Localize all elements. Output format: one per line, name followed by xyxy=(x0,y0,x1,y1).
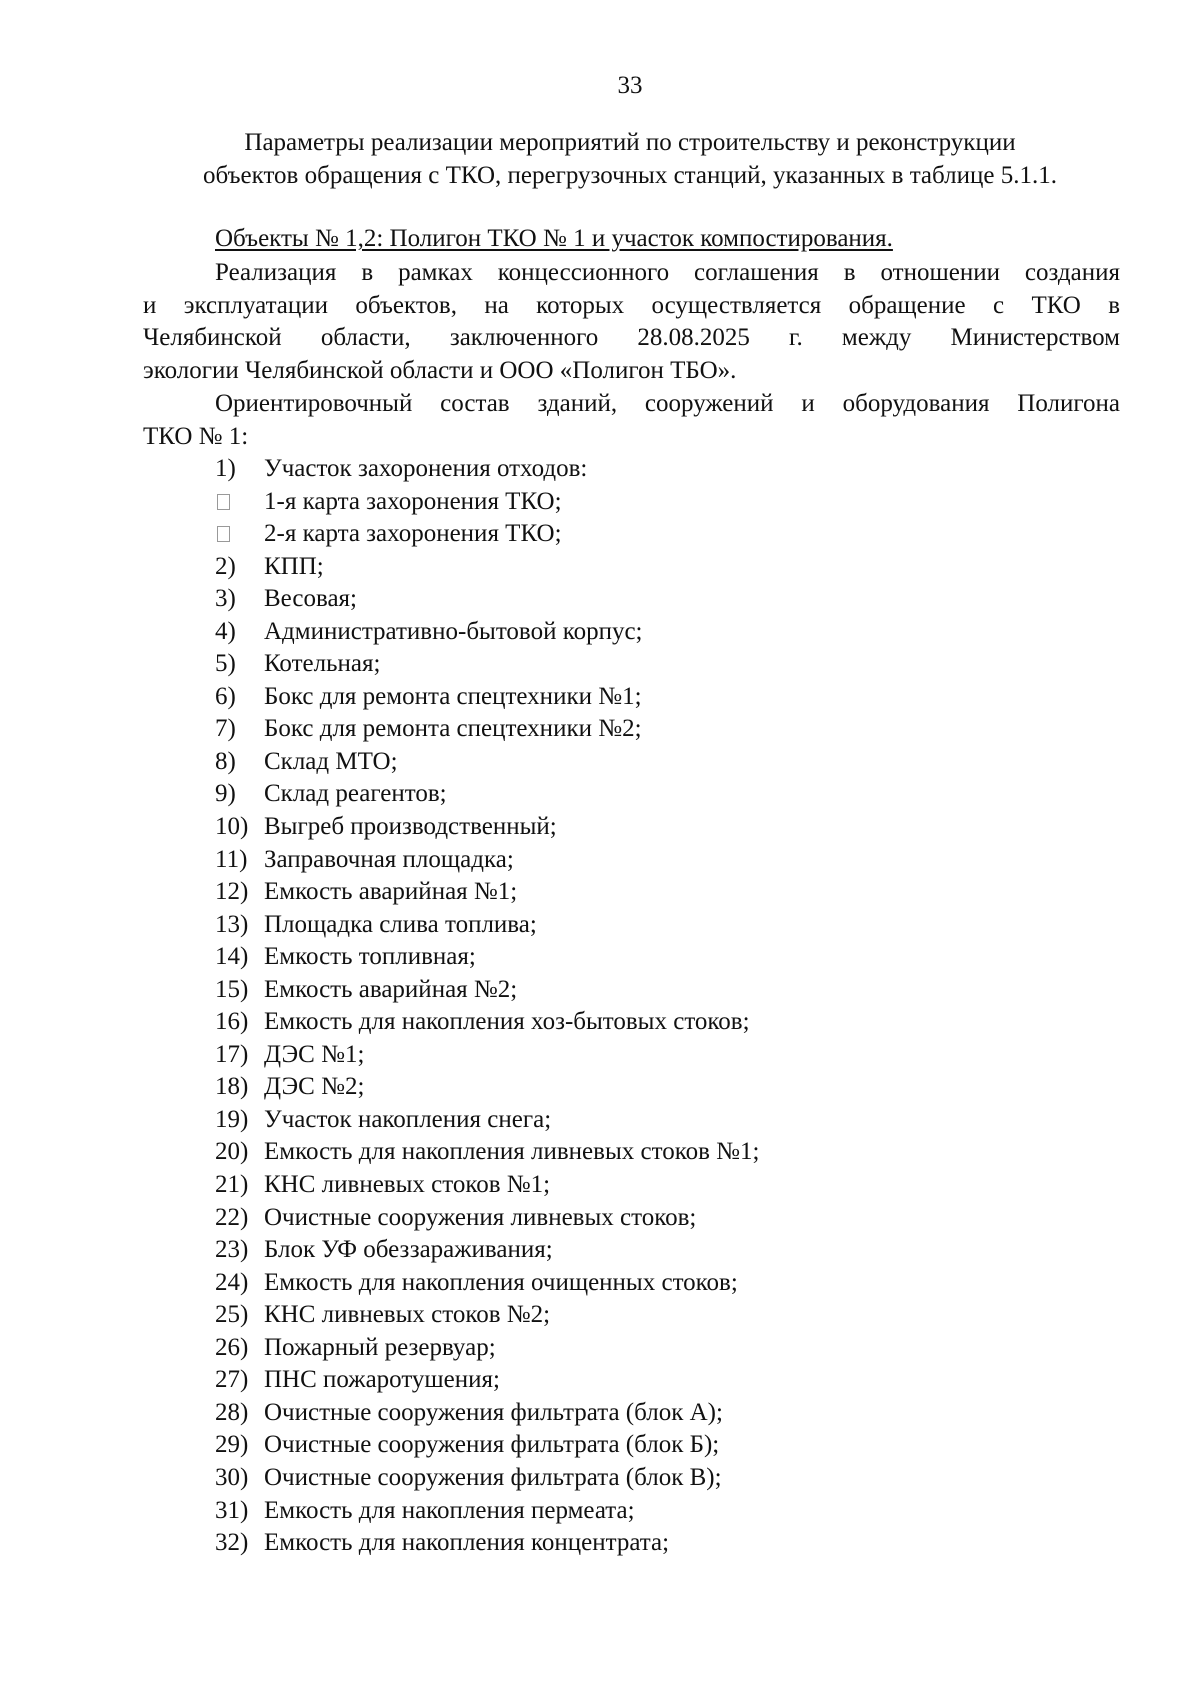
list-item-number: 26) xyxy=(215,1333,249,1361)
list-item-number: 24) xyxy=(215,1268,249,1296)
list-item-number: 20) xyxy=(215,1138,249,1166)
objects-subheading: Объекты № 1,2: Полигон ТКО № 1 и участок компостирования. xyxy=(215,225,893,252)
list-item-text: КНС ливневых стоков №2; xyxy=(264,1301,551,1329)
list-item-number: 14) xyxy=(215,943,249,971)
list-item-text: Административно-бытовой корпус; xyxy=(264,617,643,645)
list-item-number: 22) xyxy=(215,1203,249,1231)
list-item-text: Емкость для накопления хоз-бытовых стоков; xyxy=(264,1008,750,1036)
list-item-text: Очистные сооружения фильтрата (блок А); xyxy=(264,1398,723,1426)
list-item-number: 11) xyxy=(215,845,248,873)
list-item xyxy=(215,974,759,1007)
list-item xyxy=(215,1267,759,1300)
list-item xyxy=(215,616,759,649)
heading-line: Параметры реализации мероприятий по строительству и реконструкции xyxy=(244,129,1016,156)
list-item-text: Склад реагентов; xyxy=(264,780,447,808)
list-item-text: Очистные сооружения фильтрата (блок Б); xyxy=(264,1431,720,1459)
composition-paragraph xyxy=(143,388,1120,453)
list-item xyxy=(215,1039,759,1072)
list-item-number: 17) xyxy=(215,1040,249,1068)
list-item-text: Емкость топливная; xyxy=(264,943,476,971)
list-item-text: Бокс для ремонта спецтехники №1; xyxy=(264,682,642,710)
list-item-text: Выгреб производственный; xyxy=(264,813,557,841)
list-item-number: 6) xyxy=(215,682,236,710)
list-item-text: Емкость для накопления концентрата; xyxy=(264,1529,670,1557)
list-item-number: 1) xyxy=(215,455,236,482)
list-item-text: Площадка слива топлива; xyxy=(264,910,537,938)
list-item-number: 3) xyxy=(215,585,236,613)
list-item-text: 2-я карта захоронения ТКО; xyxy=(264,520,562,548)
list-item-number: 21) xyxy=(215,1171,249,1199)
paragraph-line: экологии Челябинской области и ООО «Полигон ТБО». xyxy=(143,356,737,384)
list-item xyxy=(215,1495,759,1528)
list-item-text: Емкость аварийная №1; xyxy=(264,878,518,906)
list-item-text: 1-я карта захоронения ТКО; xyxy=(264,487,562,515)
list-item xyxy=(215,844,759,877)
list-item-text: ПНС пожаротушения; xyxy=(264,1366,500,1394)
list-item xyxy=(215,1234,759,1267)
list-item-text: ДЭС №2; xyxy=(264,1073,365,1101)
list-item-text: Заправочная площадка; xyxy=(264,845,514,873)
list-item xyxy=(215,1299,759,1332)
list-item xyxy=(215,551,759,584)
list-item xyxy=(215,1332,759,1365)
bullet-box-icon xyxy=(217,526,230,542)
heading-line: объектов обращения с ТКО, перегрузочных станций, указанных в таблице 5.1.1. xyxy=(203,162,1057,189)
concession-paragraph xyxy=(143,257,1120,387)
page-number: 33 xyxy=(617,72,643,99)
list-item xyxy=(215,1527,759,1560)
list-item-number: 9) xyxy=(215,780,236,808)
list-item-text: Котельная; xyxy=(264,650,381,678)
list-item xyxy=(215,1104,759,1137)
bullet-box-icon xyxy=(217,494,230,510)
facility-list xyxy=(215,453,759,1560)
section-heading xyxy=(140,126,1120,192)
list-item xyxy=(215,1462,759,1495)
list-item-text: Участок накопления снега; xyxy=(264,1105,552,1133)
list-item-text: Емкость для накопления пермеата; xyxy=(264,1496,635,1524)
list-item-number: 25) xyxy=(215,1301,249,1329)
list-item-text: КНС ливневых стоков №1; xyxy=(264,1171,551,1199)
list-item-text: КПП; xyxy=(264,552,324,580)
list-item xyxy=(215,518,759,551)
list-item-number: 23) xyxy=(215,1236,249,1264)
list-item-number: 29) xyxy=(215,1431,249,1459)
list-item xyxy=(215,778,759,811)
list-item xyxy=(215,681,759,714)
list-item xyxy=(215,811,759,844)
list-item-text: Склад МТО; xyxy=(264,747,398,775)
list-item-number: 16) xyxy=(215,1008,249,1036)
list-item-text: Пожарный резервуар; xyxy=(264,1333,496,1361)
list-item xyxy=(215,648,759,681)
list-item-number: 30) xyxy=(215,1463,249,1491)
paragraph-line: Ориентировочный состав зданий, сооружений и оборудования Полигона xyxy=(215,390,1120,417)
list-item xyxy=(215,1071,759,1104)
list-item-number: 4) xyxy=(215,617,236,645)
list-item-number: 15) xyxy=(215,975,249,1003)
list-item xyxy=(215,876,759,909)
list-item xyxy=(215,583,759,616)
list-item-text: Емкость для накопления ливневых стоков №1; xyxy=(264,1138,760,1166)
paragraph-line: ТКО № 1: xyxy=(143,422,249,450)
list-item-number: 28) xyxy=(215,1398,249,1426)
list-item-number: 27) xyxy=(215,1366,249,1394)
list-item xyxy=(215,941,759,974)
list-item-number: 18) xyxy=(215,1073,249,1101)
list-item-number: 13) xyxy=(215,910,249,938)
list-item xyxy=(215,746,759,779)
list-item-number: 31) xyxy=(215,1496,249,1524)
list-item xyxy=(215,1364,759,1397)
list-item-text: Очистные сооружения фильтрата (блок В); xyxy=(264,1463,722,1491)
list-item-text: Емкость аварийная №2; xyxy=(264,975,518,1003)
list-item-text: Весовая; xyxy=(264,585,358,613)
list-item-number: 5) xyxy=(215,650,236,678)
paragraph-line: Челябинской области, заключенного 28.08.2025 г. между Министерством xyxy=(143,324,1120,351)
list-item xyxy=(215,909,759,942)
list-item xyxy=(215,713,759,746)
paragraph-line: и эксплуатации объектов, на которых осуществляется обращение с ТКО в xyxy=(143,291,1120,319)
list-item-number: 12) xyxy=(215,878,249,906)
list-item xyxy=(215,1397,759,1430)
list-item-text: Емкость для накопления очищенных стоков; xyxy=(264,1268,738,1296)
list-item-text: Бокс для ремонта спецтехники №2; xyxy=(264,715,642,743)
list-item xyxy=(215,1006,759,1039)
list-item xyxy=(215,486,759,519)
list-item-number: 2) xyxy=(215,552,236,580)
list-item xyxy=(215,1136,759,1169)
list-item-text: ДЭС №1; xyxy=(264,1040,365,1068)
list-item-text: Блок УФ обеззараживания; xyxy=(264,1236,553,1264)
list-item-number: 10) xyxy=(215,813,249,841)
list-item-number: 7) xyxy=(215,715,236,743)
list-item-number: 19) xyxy=(215,1105,249,1133)
list-item-text: Очистные сооружения ливневых стоков; xyxy=(264,1203,697,1231)
list-item-number: 32) xyxy=(215,1529,249,1557)
list-item xyxy=(215,453,759,486)
list-item xyxy=(215,1169,759,1202)
list-item xyxy=(215,1429,759,1462)
paragraph-line: Реализация в рамках концессионного соглашения в отношении создания xyxy=(215,259,1120,286)
list-item xyxy=(215,1202,759,1235)
list-item-text: Участок захоронения отходов: xyxy=(264,455,588,482)
list-item-number: 8) xyxy=(215,747,236,775)
